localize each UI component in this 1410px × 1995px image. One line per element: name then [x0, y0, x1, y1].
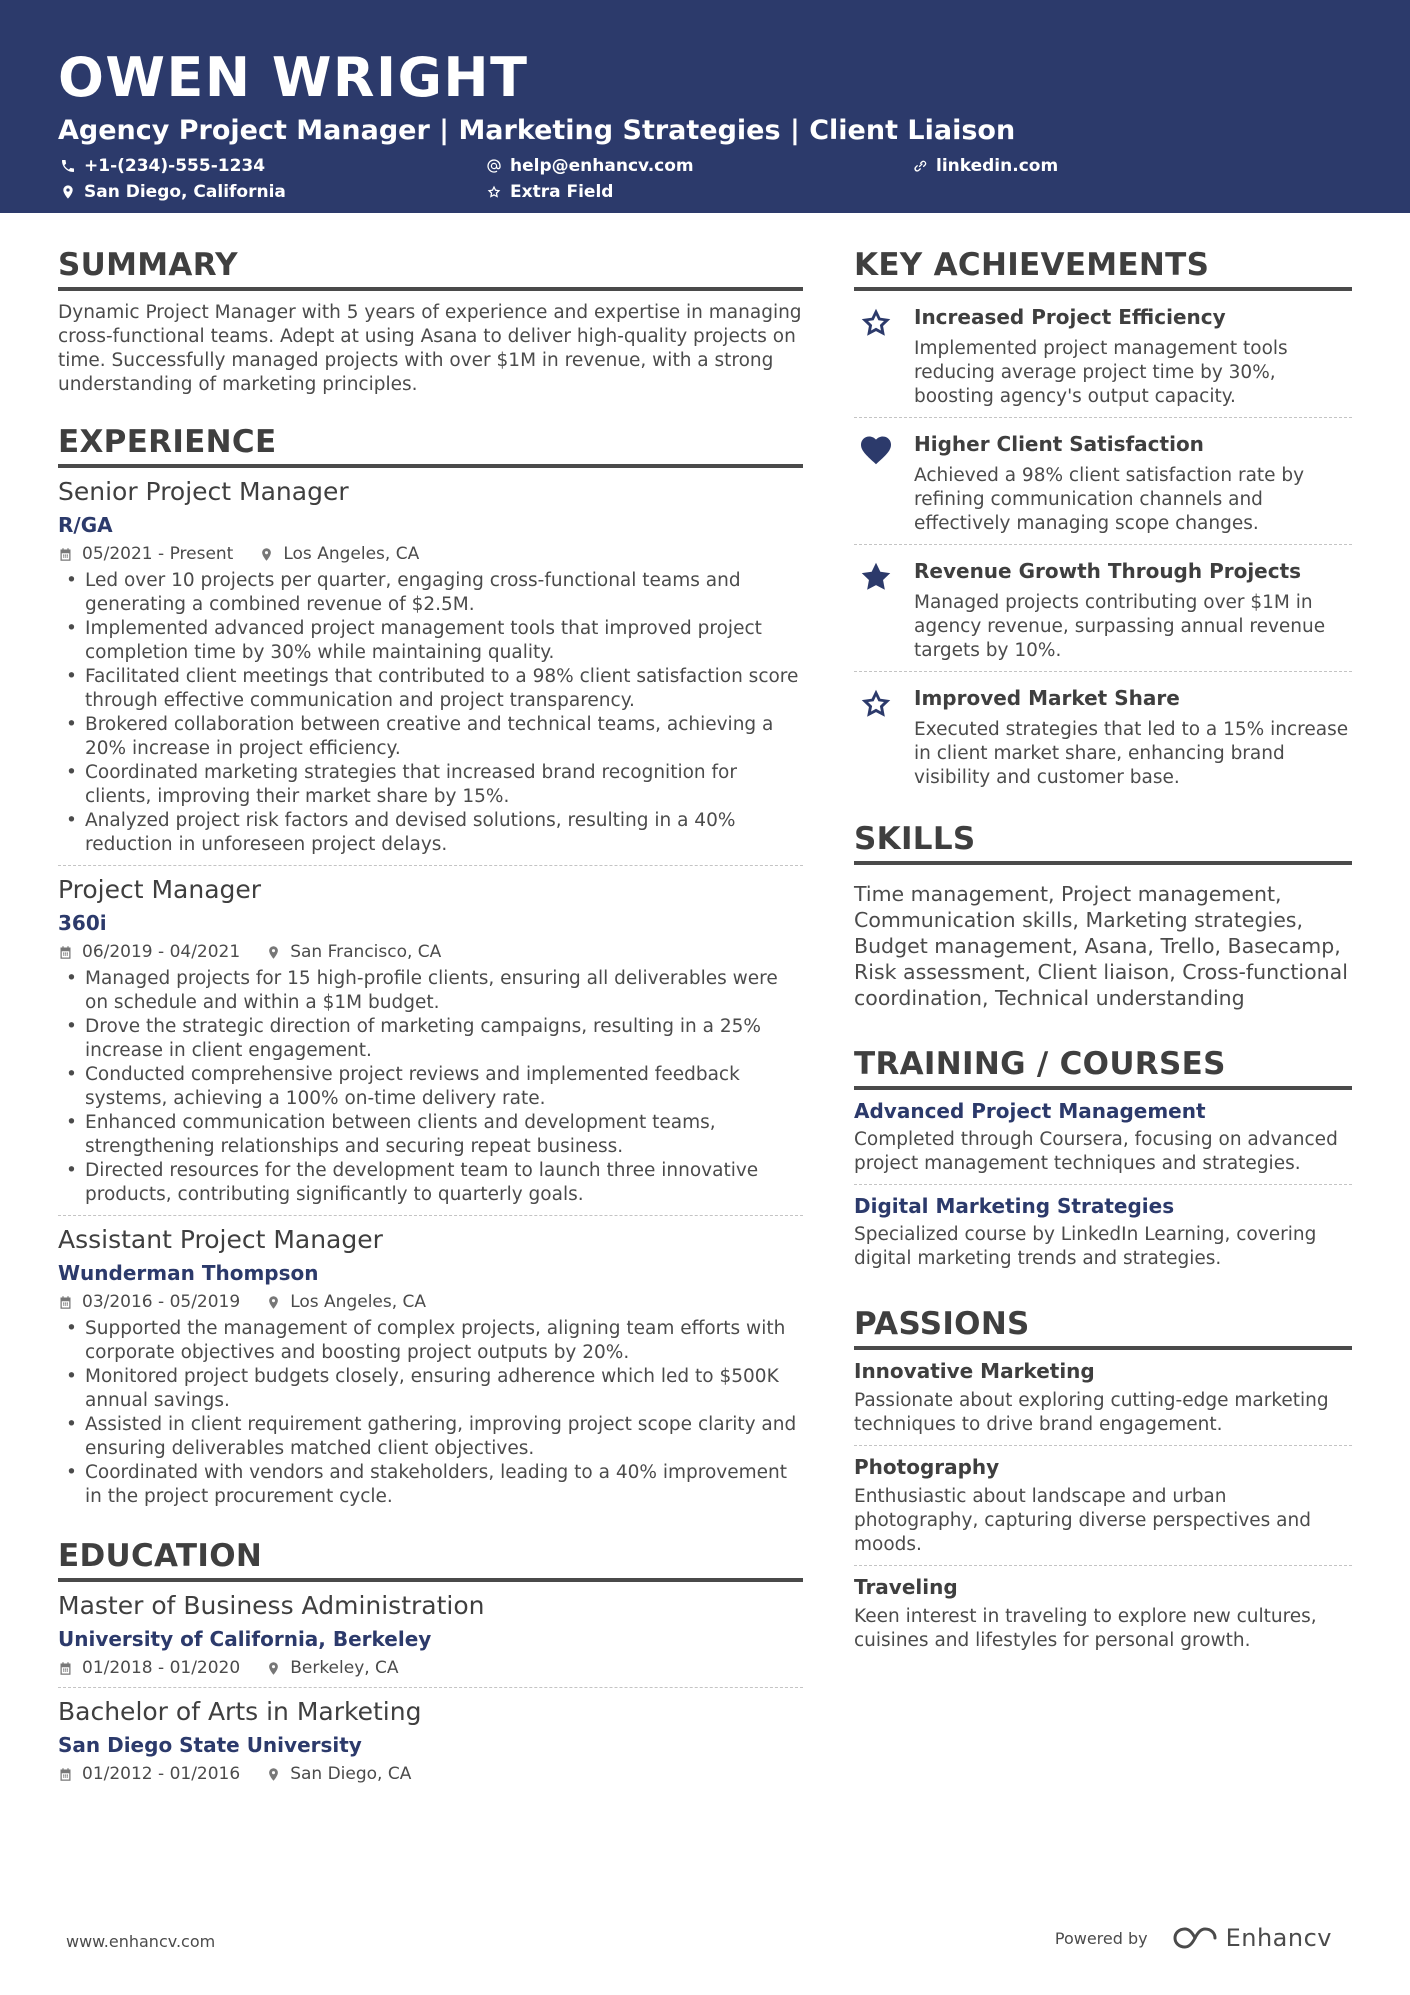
- summary-section: [58, 246, 803, 397]
- achievement-body: [914, 684, 1352, 790]
- star-outline-icon: [858, 305, 894, 341]
- skills-text: Time management, Project management, Communication skills, Marketing strategies, Budget management, Asana, Trello, Basecamp, Risk assessment, Client liaison, Cross-functional coordination, Technical understanding: [854, 882, 1348, 1010]
- powered-by-text: Powered by: [1054, 1928, 1148, 1948]
- course-title: Digital Marketing Strategies: [854, 1194, 1175, 1218]
- achievement-desc: Executed strategies that led to a 15% increase in client market share, enhancing brand visibility and customer base.: [914, 719, 1349, 788]
- footer-branding: [1055, 1924, 1332, 1952]
- course-desc: Completed through Coursera, focusing on advanced project management techniques and strategies.: [854, 1129, 1338, 1174]
- achievements-heading: KEY ACHIEVEMENTS: [854, 246, 1352, 291]
- enhancv-logo[interactable]: [1172, 1924, 1332, 1952]
- job-title: Senior Project Manager: [58, 477, 349, 506]
- achievement-item: [854, 291, 1352, 418]
- passion-item: [854, 1446, 1352, 1566]
- contact-extra: [486, 182, 613, 202]
- passion-desc: Passionate about exploring cutting-edge marketing techniques to drive brand engagement.: [854, 1390, 1329, 1435]
- extra-text: Extra Field: [510, 182, 614, 202]
- website-text: linkedin.com: [936, 156, 1059, 176]
- course-item: [854, 1185, 1352, 1279]
- achievement-desc: Managed projects contributing over $1M in agency revenue, surpassing annual revenue targets by 10%.: [914, 592, 1326, 661]
- achievement-desc: Achieved a 98% client satisfaction rate by refining communication channels and effectively managing scope changes.: [914, 465, 1305, 534]
- training-heading: TRAINING / COURSES: [854, 1045, 1352, 1090]
- contact-phone[interactable]: [60, 156, 265, 176]
- star-filled-icon: [858, 559, 894, 595]
- job-company: Wunderman Thompson: [58, 1261, 319, 1285]
- education-location: [266, 1657, 398, 1679]
- passions-heading: PASSIONS: [854, 1305, 1352, 1350]
- achievement-body: [914, 430, 1352, 536]
- education-dates-text: 01/2018 - 01/2020: [82, 1658, 241, 1678]
- job-bullet: • Analyzed project risk factors and devised solutions, resulting in a 40% reduction in unforeseen project delays.: [58, 809, 803, 857]
- enhancv-logo-text: Enhancv: [1225, 1924, 1332, 1952]
- education-section: [58, 1537, 803, 1793]
- resume-header: [0, 0, 1410, 213]
- experience-entry: [58, 476, 803, 866]
- skills-heading: SKILLS: [854, 820, 1352, 865]
- job-meta: [58, 1291, 803, 1313]
- right-column: [854, 246, 1352, 1661]
- contact-info: [58, 156, 1352, 212]
- job-bullet: • Led over 10 projects per quarter, engaging cross-functional teams and generating a combined revenue of $2.5M.: [58, 569, 803, 617]
- job-location: [266, 941, 441, 963]
- job-bullet: • Monitored project budgets closely, ensuring adherence which led to $500K annual savings.: [58, 1365, 803, 1413]
- job-bullet: • Coordinated with vendors and stakeholders, leading to a 40% improvement in the project procurement cycle.: [58, 1461, 803, 1509]
- contact-website[interactable]: [912, 156, 1058, 176]
- calendar-icon: [58, 1295, 73, 1310]
- calendar-icon: [58, 1661, 73, 1676]
- job-company: 360i: [58, 911, 107, 935]
- job-bullets: [58, 569, 803, 857]
- course-title: Advanced Project Management: [854, 1099, 1206, 1123]
- job-dates: [58, 1291, 240, 1313]
- passion-desc: Keen interest in traveling to explore new cultures, cuisines and lifestyles for personal growth.: [854, 1606, 1317, 1651]
- achievement-item: [854, 672, 1352, 798]
- left-column: [58, 246, 803, 1801]
- job-company: R/GA: [58, 513, 113, 537]
- location-pin-icon: [266, 945, 281, 960]
- experience-entry: [58, 1224, 803, 1517]
- link-icon: [912, 158, 928, 174]
- location-pin-icon: [266, 1767, 281, 1782]
- job-title: Project Manager: [58, 875, 262, 904]
- education-meta: [58, 1657, 803, 1679]
- education-dates: [58, 1657, 240, 1679]
- job-bullets: [58, 967, 803, 1207]
- achievements-section: [854, 246, 1352, 798]
- achievement-icon-wrap: [854, 684, 898, 790]
- job-dates: [58, 941, 240, 963]
- job-dates: [58, 543, 233, 565]
- job-bullet: • Managed projects for 15 high-profile clients, ensuring all deliverables were on schedule and within a $1M budget.: [58, 967, 803, 1015]
- job-location: [259, 543, 419, 565]
- education-entry: [58, 1696, 803, 1793]
- experience-heading: EXPERIENCE: [58, 423, 803, 468]
- job-bullet: • Assisted in client requirement gathering, improving project scope clarity and ensuring deliverables matched client objectives.: [58, 1413, 803, 1461]
- contact-email[interactable]: [486, 156, 694, 176]
- job-title: Assistant Project Manager: [58, 1225, 383, 1254]
- enhancv-logo-icon: [1172, 1925, 1218, 1951]
- degree-title: Bachelor of Arts in Marketing: [58, 1697, 422, 1726]
- experience-section: [58, 423, 803, 1517]
- job-dates-text: 06/2019 - 04/2021: [82, 942, 241, 962]
- skills-section: [854, 820, 1352, 1011]
- achievement-body: [914, 303, 1352, 409]
- location-pin-icon: [266, 1295, 281, 1310]
- passion-title: Photography: [854, 1455, 1000, 1479]
- job-bullet: • Conducted comprehensive project reviews and implemented feedback systems, achieving a 100% on-time delivery rate.: [58, 1063, 803, 1111]
- achievement-body: [914, 557, 1352, 663]
- achievement-item: [854, 545, 1352, 672]
- star-outline-icon: [858, 686, 894, 722]
- education-dates: [58, 1763, 240, 1785]
- job-bullet: • Coordinated marketing strategies that increased brand recognition for clients, improving their market share by 15%.: [58, 761, 803, 809]
- education-meta: [58, 1763, 803, 1785]
- job-location-text: San Francisco, CA: [290, 942, 442, 962]
- calendar-icon: [58, 547, 73, 562]
- job-location: [266, 1291, 426, 1313]
- passion-title: Innovative Marketing: [854, 1359, 1095, 1383]
- calendar-icon: [58, 945, 73, 960]
- achievement-item: [854, 418, 1352, 545]
- at-icon: [486, 158, 502, 174]
- degree-title: Master of Business Administration: [58, 1591, 485, 1620]
- school-name: University of California, Berkeley: [58, 1627, 432, 1651]
- contact-location: [60, 182, 286, 202]
- job-meta: [58, 941, 803, 963]
- job-dates-text: 05/2021 - Present: [82, 544, 234, 564]
- passions-section: [854, 1305, 1352, 1661]
- job-dates-text: 03/2016 - 05/2019: [82, 1292, 241, 1312]
- achievement-title: Improved Market Share: [914, 686, 1180, 710]
- training-section: [854, 1045, 1352, 1279]
- education-location-text: Berkeley, CA: [290, 1658, 399, 1678]
- summary-heading: SUMMARY: [58, 246, 803, 291]
- location-text: San Diego, California: [84, 182, 286, 202]
- achievement-icon-wrap: [854, 303, 898, 409]
- job-meta: [58, 543, 803, 565]
- passion-title: Traveling: [854, 1575, 958, 1599]
- education-heading: EDUCATION: [58, 1537, 803, 1582]
- phone-icon: [60, 158, 76, 174]
- email-text: help@enhancv.com: [510, 156, 694, 176]
- achievement-icon-wrap: [854, 557, 898, 663]
- course-desc: Specialized course by LinkedIn Learning, covering digital marketing trends and strategies.: [854, 1224, 1317, 1269]
- job-bullet: • Enhanced communication between clients and development teams, strengthening relationships and securing repeat business.: [58, 1111, 803, 1159]
- passion-item: [854, 1350, 1352, 1446]
- job-location-text: Los Angeles, CA: [283, 544, 420, 564]
- achievement-title: Revenue Growth Through Projects: [914, 559, 1302, 583]
- job-bullet: • Directed resources for the development team to launch three innovative products, contributing significantly to quarterly goals.: [58, 1159, 803, 1207]
- achievement-icon-wrap: [854, 430, 898, 536]
- heart-icon: [858, 432, 894, 468]
- star-outline-icon: [486, 184, 502, 200]
- education-dates-text: 01/2012 - 01/2016: [82, 1764, 241, 1784]
- education-entry: [58, 1590, 803, 1688]
- course-item: [854, 1090, 1352, 1185]
- achievement-title: Higher Client Satisfaction: [914, 432, 1204, 456]
- school-name: San Diego State University: [58, 1733, 362, 1757]
- location-pin-icon: [60, 184, 76, 200]
- job-location-text: Los Angeles, CA: [290, 1292, 427, 1312]
- job-bullet: • Drove the strategic direction of marketing campaigns, resulting in a 25% increase in client engagement.: [58, 1015, 803, 1063]
- experience-entry: [58, 874, 803, 1216]
- job-bullet: • Implemented advanced project management tools that improved project completion time by 30% while maintaining quality.: [58, 617, 803, 665]
- passion-item: [854, 1566, 1352, 1661]
- location-pin-icon: [259, 547, 274, 562]
- education-location: [266, 1763, 411, 1785]
- candidate-name: OWEN WRIGHT: [58, 46, 529, 109]
- job-bullet: • Facilitated client meetings that contributed to a 98% client satisfaction score through effective communication and project transparency.: [58, 665, 803, 713]
- achievement-desc: Implemented project management tools reducing average project time by 30%, boosting agency's output capacity.: [914, 338, 1288, 407]
- candidate-headline: Agency Project Manager | Marketing Strategies | Client Liaison: [58, 115, 1016, 146]
- location-pin-icon: [266, 1661, 281, 1676]
- phone-text: +1-(234)-555-1234: [84, 156, 266, 176]
- summary-text: Dynamic Project Manager with 5 years of experience and expertise in managing cross-functional teams. Adept at using Asana to deliver high-quality projects on time. Successfully managed projects with over $1M in revenue, with a strong understanding of marketing principles.: [58, 302, 802, 395]
- job-bullets: [58, 1317, 803, 1509]
- passion-desc: Enthusiastic about landscape and urban photography, capturing diverse perspectives and moods.: [854, 1486, 1311, 1555]
- footer-website[interactable]: www.enhancv.com: [66, 1932, 216, 1951]
- achievement-title: Increased Project Efficiency: [914, 305, 1226, 329]
- education-location-text: San Diego, CA: [290, 1764, 412, 1784]
- job-bullet: • Supported the management of complex projects, aligning team efforts with corporate objectives and boosting project outputs by 20%.: [58, 1317, 803, 1365]
- job-bullet: • Brokered collaboration between creative and technical teams, achieving a 20% increase in project efficiency.: [58, 713, 803, 761]
- calendar-icon: [58, 1767, 73, 1782]
